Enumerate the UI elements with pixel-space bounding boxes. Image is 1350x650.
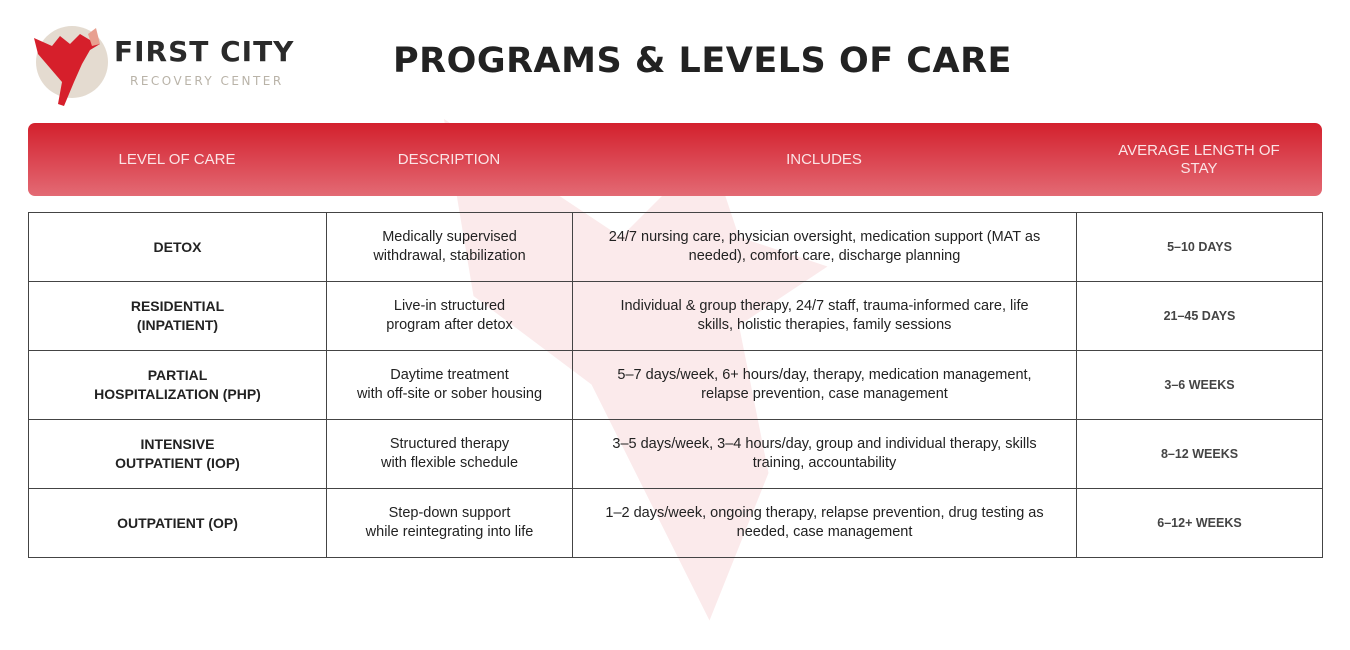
cell-includes: 24/7 nursing care, physician oversight, medication support (MAT as needed), comfort care, discharge planning <box>573 213 1077 282</box>
table-row <box>29 489 1323 558</box>
cell-description: Medically supervised withdrawal, stabilization <box>327 213 573 282</box>
care-levels-table <box>28 212 1323 558</box>
cell-stay: 6–12+ WEEKS <box>1077 489 1323 558</box>
table-row <box>29 420 1323 489</box>
column-header-description: DESCRIPTION <box>397 150 501 168</box>
page-title: PROGRAMS & LEVELS OF CARE <box>393 41 1012 81</box>
cell-description: Structured therapy with flexible schedule <box>327 420 573 489</box>
cell-level: RESIDENTIAL (INPATIENT) <box>29 282 327 351</box>
cell-includes: 1–2 days/week, ongoing therapy, relapse prevention, drug testing as needed, case management <box>573 489 1077 558</box>
cell-stay: 3–6 WEEKS <box>1077 351 1323 420</box>
cell-includes: 3–5 days/week, 3–4 hours/day, group and individual therapy, skills training, accountability <box>573 420 1077 489</box>
table-row <box>29 282 1323 351</box>
cell-includes: 5–7 days/week, 6+ hours/day, therapy, medication management, relapse prevention, case management <box>573 351 1077 420</box>
cell-stay: 5–10 DAYS <box>1077 213 1323 282</box>
cell-includes: Individual & group therapy, 24/7 staff, trauma-informed care, life skills, holistic therapies, family sessions <box>573 282 1077 351</box>
logo-name: FIRST CITY <box>114 35 295 68</box>
table-row <box>29 351 1323 420</box>
column-header-stay: AVERAGE LENGTH OF STAY <box>1118 141 1280 177</box>
cell-stay: 21–45 DAYS <box>1077 282 1323 351</box>
logo <box>30 24 310 108</box>
logo-subtitle: RECOVERY CENTER <box>130 74 284 88</box>
column-header-level: LEVEL OF CARE <box>118 150 236 168</box>
cell-description: Live-in structured program after detox <box>327 282 573 351</box>
column-header-includes: INCLUDES <box>786 150 862 168</box>
cell-stay: 8–12 WEEKS <box>1077 420 1323 489</box>
cell-description: Daytime treatment with off-site or sober housing <box>327 351 573 420</box>
cardinal-logo-icon <box>30 24 110 108</box>
cell-level: PARTIAL HOSPITALIZATION (PHP) <box>29 351 327 420</box>
table-header <box>28 123 1322 196</box>
cell-level: DETOX <box>29 213 327 282</box>
cell-level: OUTPATIENT (OP) <box>29 489 327 558</box>
cell-description: Step-down support while reintegrating into life <box>327 489 573 558</box>
table-row <box>29 213 1323 282</box>
cell-level: INTENSIVE OUTPATIENT (IOP) <box>29 420 327 489</box>
